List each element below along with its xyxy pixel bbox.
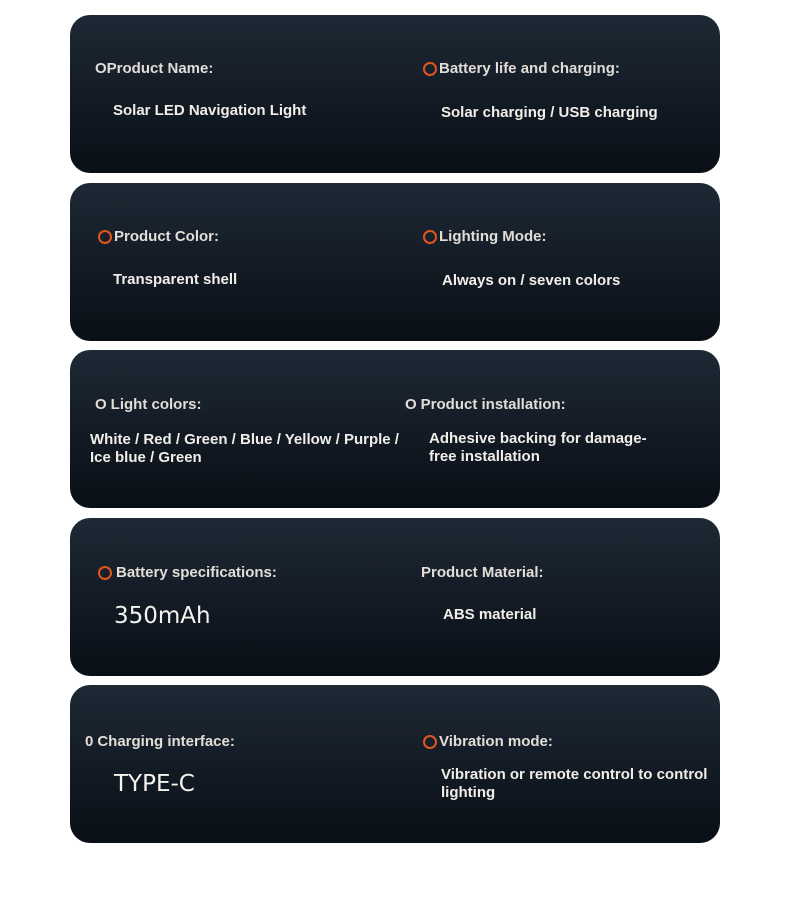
spec-field-lighting-mode [400,183,720,341]
circle-bullet-icon [423,62,437,76]
spec-card-charging-interface [70,685,720,843]
spec-label-light-colors [95,396,202,413]
spec-value-battery-life: Solar charging / USB charging [441,104,658,121]
spec-label-battery-life [423,60,620,77]
spec-card-product-color [70,183,720,341]
label-text: Product Color: [114,228,219,245]
spec-value-vibration-mode: Vibration or remote control to control lighting [441,766,708,801]
spec-field-product-material [400,518,720,676]
spec-value-charging-interface: TYPE-C [114,771,195,797]
spec-value-product-color: Transparent shell [113,271,238,288]
spec-value-battery-specs: 350mAh [114,603,211,629]
spec-field-battery-life [400,15,720,173]
spec-field-charging-interface [70,685,390,843]
circle-bullet-icon [98,230,112,244]
label-text: Product installation: [420,396,566,413]
circle-marker-icon: 0 [85,733,94,750]
circle-bullet-icon [423,230,437,244]
label-text: Product Material: [421,564,544,581]
label-text: Light colors: [110,396,202,413]
spec-value-product-material: ABS material [443,606,537,623]
spec-field-vibration-mode [400,685,720,843]
spec-field-product-color [70,183,390,341]
spec-field-light-colors [70,350,410,508]
spec-label-product-name [95,60,213,77]
spec-label-charging-interface [85,733,235,750]
spec-card-product-name [70,15,720,173]
spec-label-lighting-mode [423,228,546,245]
spec-field-battery-specs [70,518,390,676]
spec-label-product-color [98,228,219,245]
spec-card-battery-specs [70,518,720,676]
spec-value-lighting-mode: Always on / seven colors [442,272,621,289]
spec-label-product-material [421,564,544,581]
spec-field-product-name [70,15,390,173]
label-text: Charging interface: [97,733,235,750]
label-text: Battery life and charging: [439,60,620,77]
circle-marker-icon: O [95,60,107,77]
spec-label-battery-specs [98,564,277,581]
spec-value-light-colors: White / Red / Green / Blue / Yellow / Purple / Ice blue / Green [90,431,399,466]
label-text: Lighting Mode: [439,228,547,245]
circle-bullet-icon [98,566,112,580]
label-text: Product Name: [106,60,214,77]
circle-marker-icon: O [405,396,417,413]
spec-field-product-installation [400,350,720,508]
spec-label-vibration-mode [423,733,553,750]
label-text: Battery specifications: [116,564,277,581]
spec-value-product-name: Solar LED Navigation Light [113,102,307,119]
spec-card-light-colors [70,350,720,508]
spec-value-product-installation: Adhesive backing for damage-free installation [429,430,647,465]
circle-bullet-icon [423,735,437,749]
spec-label-product-installation [405,396,566,413]
circle-marker-icon: O [95,396,107,413]
label-text: Vibration mode: [439,733,553,750]
